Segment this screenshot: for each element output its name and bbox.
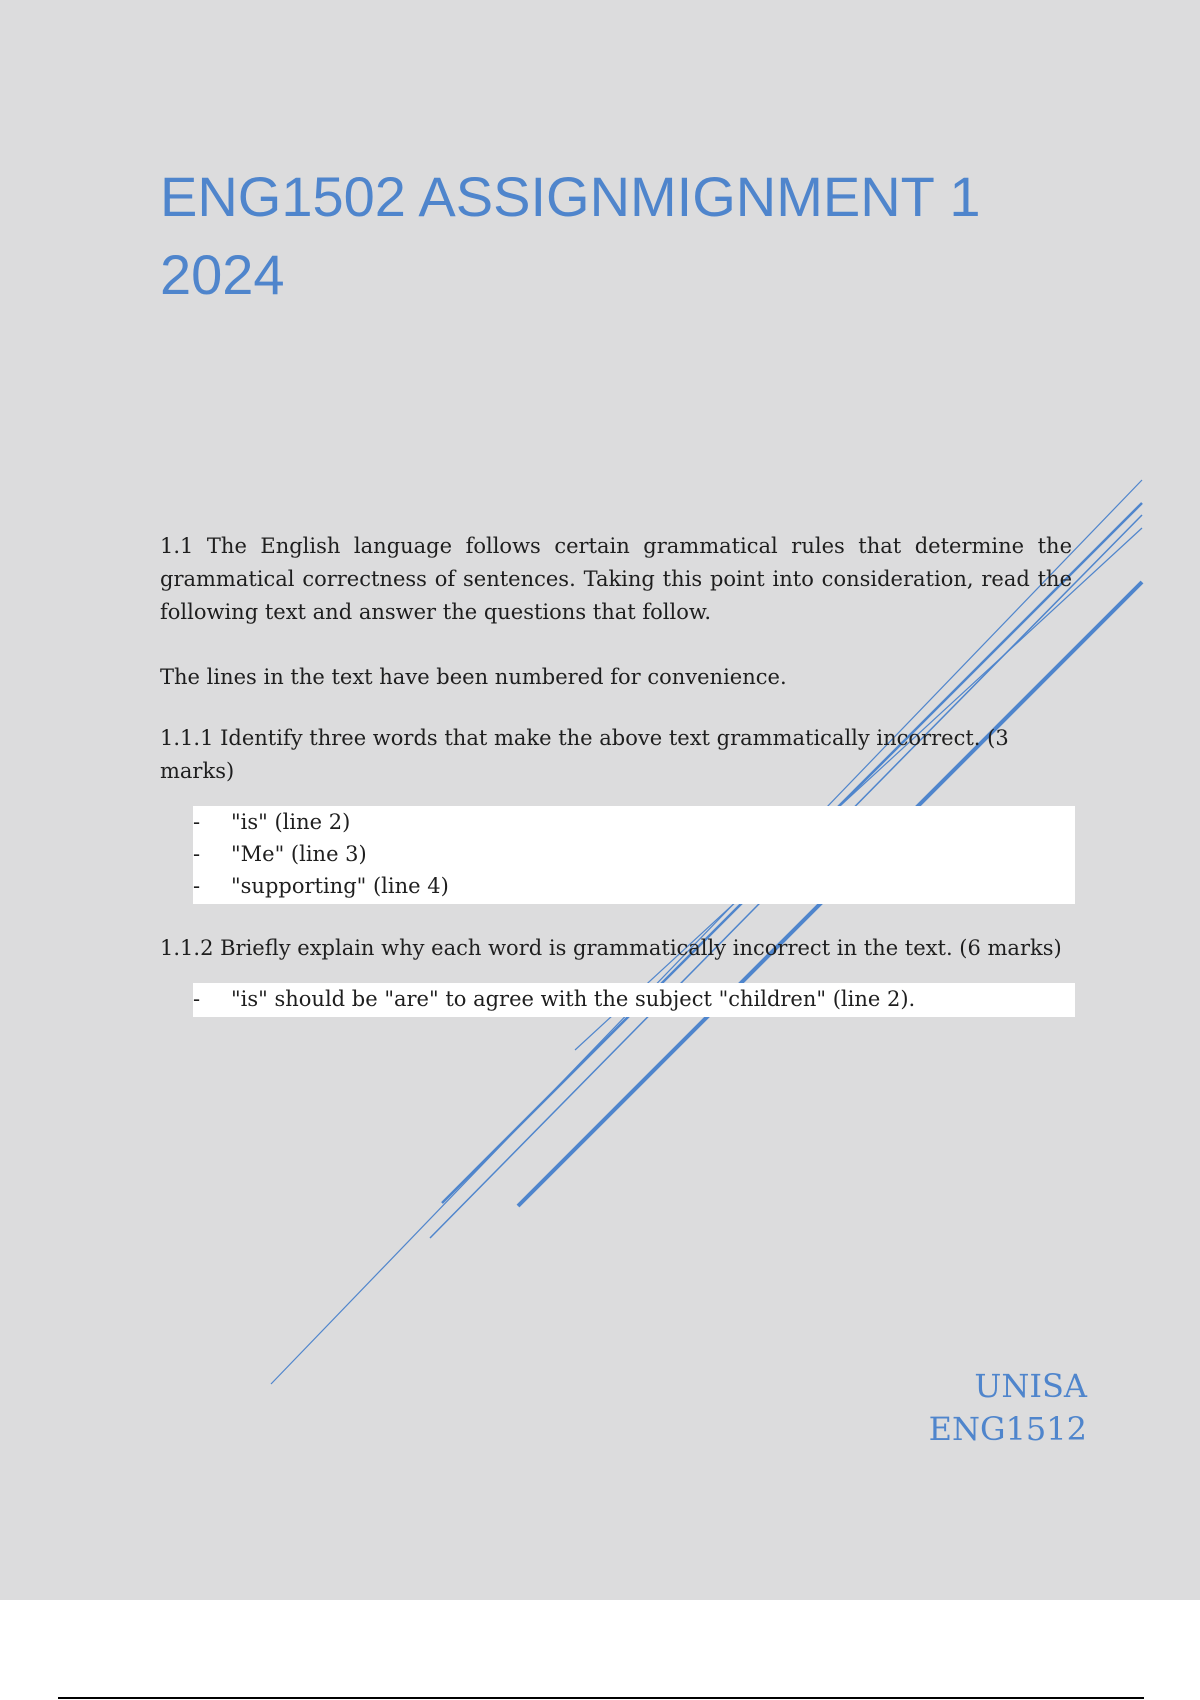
bullet-dash: - bbox=[193, 842, 201, 866]
answer-text: "supporting" (line 4) bbox=[231, 874, 449, 898]
bullet-dash: - bbox=[193, 874, 201, 898]
publisher-name: UNISA bbox=[974, 1367, 1087, 1405]
page-divider bbox=[58, 1697, 1144, 1699]
bullet-dash: - bbox=[193, 810, 201, 834]
list-item bbox=[193, 806, 1075, 838]
title-line-1: ENG1502 ASSIGNMIGNMENT 1 bbox=[160, 165, 981, 228]
course-code: ENG1512 bbox=[928, 1410, 1087, 1448]
title-line-2: 2024 bbox=[160, 243, 285, 306]
list-item bbox=[193, 983, 1075, 1015]
answer-box-1-1-2 bbox=[193, 983, 1075, 1017]
answer-box-1-1-1 bbox=[193, 806, 1075, 904]
bullet-dash: - bbox=[193, 987, 201, 1011]
list-item bbox=[193, 870, 1075, 902]
document-title bbox=[160, 158, 1060, 314]
document-body bbox=[160, 530, 1072, 1017]
answer-text: "Me" (line 3) bbox=[231, 842, 367, 866]
note-paragraph: The lines in the text have been numbered for convenience. bbox=[160, 665, 787, 689]
question-1-1-1: 1.1.1 Identify three words that make the above text grammatically incorrect. (3 marks) bbox=[160, 726, 1009, 783]
question-1-1-2: 1.1.2 Briefly explain why each word is grammatically incorrect in the text. (6 marks) bbox=[160, 936, 1062, 960]
answer-text: "is" should be "are" to agree with the subject "children" (line 2). bbox=[231, 987, 916, 1011]
list-item bbox=[193, 838, 1075, 870]
intro-paragraph: 1.1 The English language follows certain grammatical rules that determine the grammatical correctness of sentences. Taking this point into consideration, read the following text and answer the questions that follow. bbox=[160, 534, 1072, 624]
answer-text: "is" (line 2) bbox=[231, 810, 351, 834]
publisher-mark bbox=[929, 1365, 1087, 1451]
